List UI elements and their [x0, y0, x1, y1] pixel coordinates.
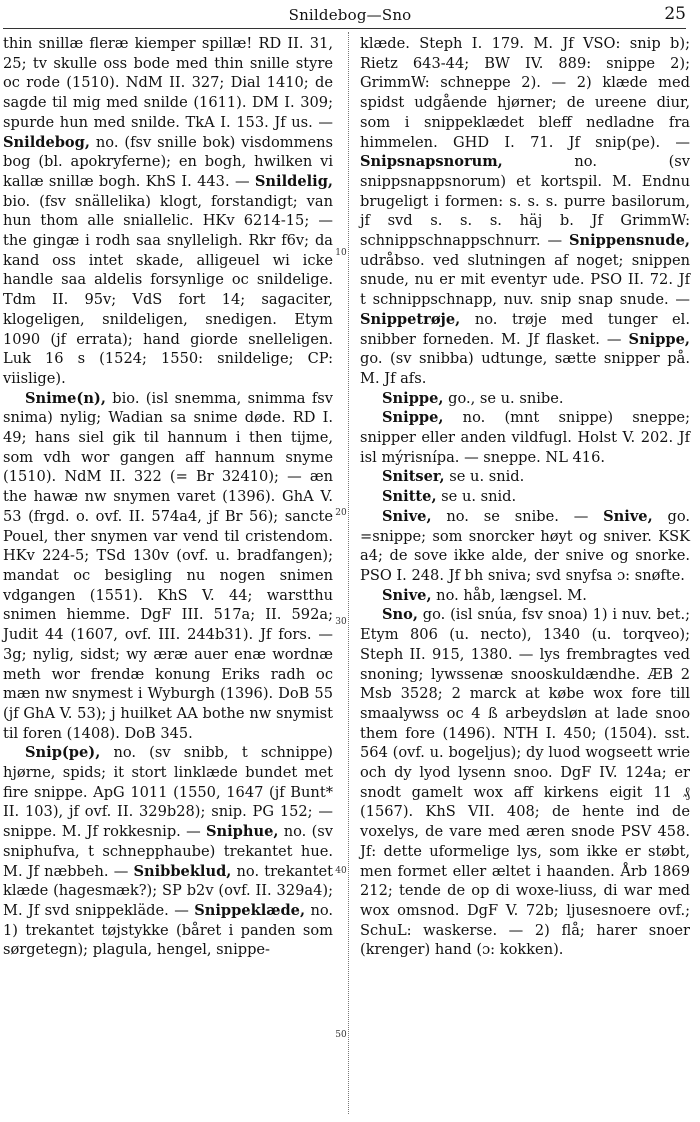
- headword-sno: Sno,: [382, 606, 418, 624]
- headword-snippe: Snip(pe),: [25, 744, 101, 762]
- entry-snive: Snive, no. se snibe. — Snive, go. =snippe; som snorcker høyt og sniver. KSK a4; de sove ikke alde, der snive og snorke. PSO I. 248. Jf bh sniva; svd snyfsa ɔ: snøfte.: [360, 507, 691, 584]
- line-number-30: 30: [335, 617, 347, 627]
- entry-snive-hope: Snive, no. håb, længsel. M.: [382, 586, 587, 604]
- entry-snitser: Snitser, se u. snid.: [382, 468, 525, 486]
- line-number-40: 40: [335, 866, 347, 876]
- column-divider: [348, 32, 349, 1114]
- headword-snitte: Snitte,: [382, 488, 437, 506]
- entry-snippeklaede-continuation: klæde. Steph I. 179. M. Jf VSO: snip b); Rietz 643-44; BW IV. 889: snippe 2); GrimmW: schneppe 2). — 2) klæde med spidst udgående hjørner; de ureene diur, som i snippeklædet bleff nedladne fra himmelen. GHD I. 71. Jf snip(pe). — Snipsnapsnorum, no. (sv snippsnappsnorum) et kortspil. M. Endnu brugeligt i formen: s. s. s. purre basilorum, jf svd s. s. s. häj b. Jf GrimmW: schnippschnappschnurr. — Snippensnude, udråbsо. ved slutningen af noget; snippen snude, nu er mit eventyr ude. PSO II. 72. Jf t schnippschnapp, nuv. snip snap snude. — Snippetrøje, no. trøje med tunger el. snibber forneden. M. Jf flasket. — Snippe, go. (sv snibba) udtunge, sætte snipper på. M. Jf afs.: [360, 35, 690, 387]
- entry-sno: Sno, go. (isl snúa, fsv snoa) 1) i nuv. bet.; Etym 806 (u. necto), 1340 (u. torqveo); Steph II. 915, 1380. — lys frembragtes ved snoning; lywssenæ snooskuldændhe. ÆB 2 Msb 3528; 2 marck at købe wox fore till smaalywss oc 4 ß arbeydsløn at lade snoo them fore (1496). NTH I. 450; (1504). sst. 564 (ovf. u. bogeljus); dy luod wogseett wrie och dy lyod lysenn snoo. DgF IV. 124a; er snodt gamelt wox aff kirkens eigit 11 ₰ (1567). KhS VII. 408; de hente ind de voxelys, de vare med æren snode PSV 458. Jf: dette uformelige lys, som ikke er støbt, men formet eller æltet i haanden. Årb 1869 212; tende de op di woxe-liuss, di war med wox omsnod. DgF V. 72b; ljusesnoere ovf.; SchuL: waskerse. — 2) flå; harer snoer (krenger) hand (ɔ: kokken).: [360, 606, 690, 959]
- line-number-10: 10: [335, 248, 347, 258]
- entry-snippe: Snip(pe), no. (sv snibb, t schnippe) hjørne, spids; it stort linklæde bundet met fire snippe. ApG 1011 (1550, 1647 (jf Bunt* II. 103), jf ovf. II. 329b28); snip. PG 152; — snippe. M. Jf rokkesnip. — Sniphue, no. (sv sniphufva, t schnepphaube) trekantet hue. M. Jf næbbeh. — Snibbeklud, no. trekantet klæde (hagesmæk?); SP b2v (ovf. II. 329a4); M. Jf svd snippekläde. — Snippeklæde, no. 1) trekantet tøjstykke (båret i panden som sørgetegn); plagula, hengel, snippe-: [3, 744, 334, 959]
- right-column: [360, 34, 690, 960]
- entry-snippe-no: Snippe, no. (mnt snippe) sneppe; snipper eller anden vildfugl. Holst V. 202. Jf isl mýrisnípa. — sneppe. NL 416.: [360, 409, 690, 466]
- headword-sniphue: Sniphue,: [205, 823, 279, 841]
- headword-snippe-no: Snippe,: [382, 409, 444, 427]
- page-number: 25: [664, 4, 686, 24]
- header-rule: [3, 28, 686, 29]
- line-number-20: 20: [335, 508, 347, 518]
- headword-snildelig: Snildelig,: [254, 172, 333, 190]
- entry-snitte: Snitte, se u. snid.: [382, 488, 517, 506]
- entry-snild-continuation: thin snillæ fleræ kiemper spillæ! RD II. 31, 25; tv skulle oss bode med thin snille styre oc rode (1510). NdM II. 327; Dial 1410; de sagde til mig med snilde (1611). DM I. 309; spurde hun med snilde. TkA I. 153. Jf us. — Snildebog, no. (fsv snille bok) visdommens bog (bl. apokryferne); en bogh, hwilken vi kallæ snillæ bogh. KhS I. 443. — Snildelig, bio. (fsv snällelika) klogt, forstandigt; van hun thom alle sniallelic. HKv 6214-15; — the gingæ i rodh saa snylleligh. Rkr f6v; da kand oss intet skade, alligeuel wi icke handle saa aldelis forsynlige oc snildelige. Tdm II. 95v; VdS fort 14; sagaciter, klogeligen, snildeligen, snedigen. Etym 1090 (jf errata); hand giorde snelleligen. Luk 16 s (1524; 1550: snildelige; CP: viislige).: [3, 35, 333, 387]
- headword-snive-hope: Snive,: [382, 586, 432, 604]
- page-header: [0, 4, 700, 28]
- headword-snippe-verb: Snippe,: [628, 330, 690, 348]
- headword-snippeklaede: Snippeklæde,: [194, 901, 306, 919]
- headword-snitser: Snitser,: [382, 468, 445, 486]
- headword-snippe-go: Snippe,: [382, 389, 444, 407]
- headword-snimen: Snime(n),: [25, 389, 106, 407]
- headword-snippensnude: Snippensnude,: [568, 232, 690, 250]
- entry-snippe-go: Snippe, go., se u. snibe.: [382, 389, 564, 407]
- headword-snibbeklud: Snibbeklud,: [133, 862, 232, 880]
- line-number-50: 50: [335, 1030, 347, 1040]
- headword-snildebog: Snildebog,: [3, 133, 90, 151]
- headword-snive-no: Snive,: [382, 507, 432, 525]
- entry-snimen: Snime(n), bio. (isl snemma, snimma fsv snima) nylig; Wadian sa snime døde. RD I. 49; hans siel gik til hannum i then tijme, som vdh wor gangen aff hannum snyme (1510). NdM II. 322 (= Br 32410); — æn the hawæ nw snymen varet (1396). GhA V. 53 (frgd. o. ovf. II. 574a4, jf Br 56); sancte Pouel, ther snymen var vend til cristendom. HKv 224-5; TSd 130v (ovf. u. bradfangen); mandat oc besigling nu nogen snimen vdgangen (1551). KhS V. 44; warstthu snimen hiemme. DgF III. 517a; II. 592a; Judit 44 (1607, ovf. III. 244b31). Jf fors. — 3g; nylig, sidst; wy æræ auer enæ wordnæ meth wor frendæ konung Eriks radh oc mæn nw snymest i Wyburgh (1396). DoB 55 (jf GhA V. 53); j huilket AA bothe nw snymist til foren (1408). DoB 345.: [3, 389, 333, 742]
- running-title: Snildebog—Sno: [288, 6, 412, 24]
- headword-snipsnapsnorum: Snipsnapsnorum,: [360, 153, 503, 171]
- headword-snippetroeje: Snippetrøje,: [360, 310, 461, 328]
- left-column: [3, 34, 333, 960]
- headword-snive-go: Snive,: [603, 507, 653, 525]
